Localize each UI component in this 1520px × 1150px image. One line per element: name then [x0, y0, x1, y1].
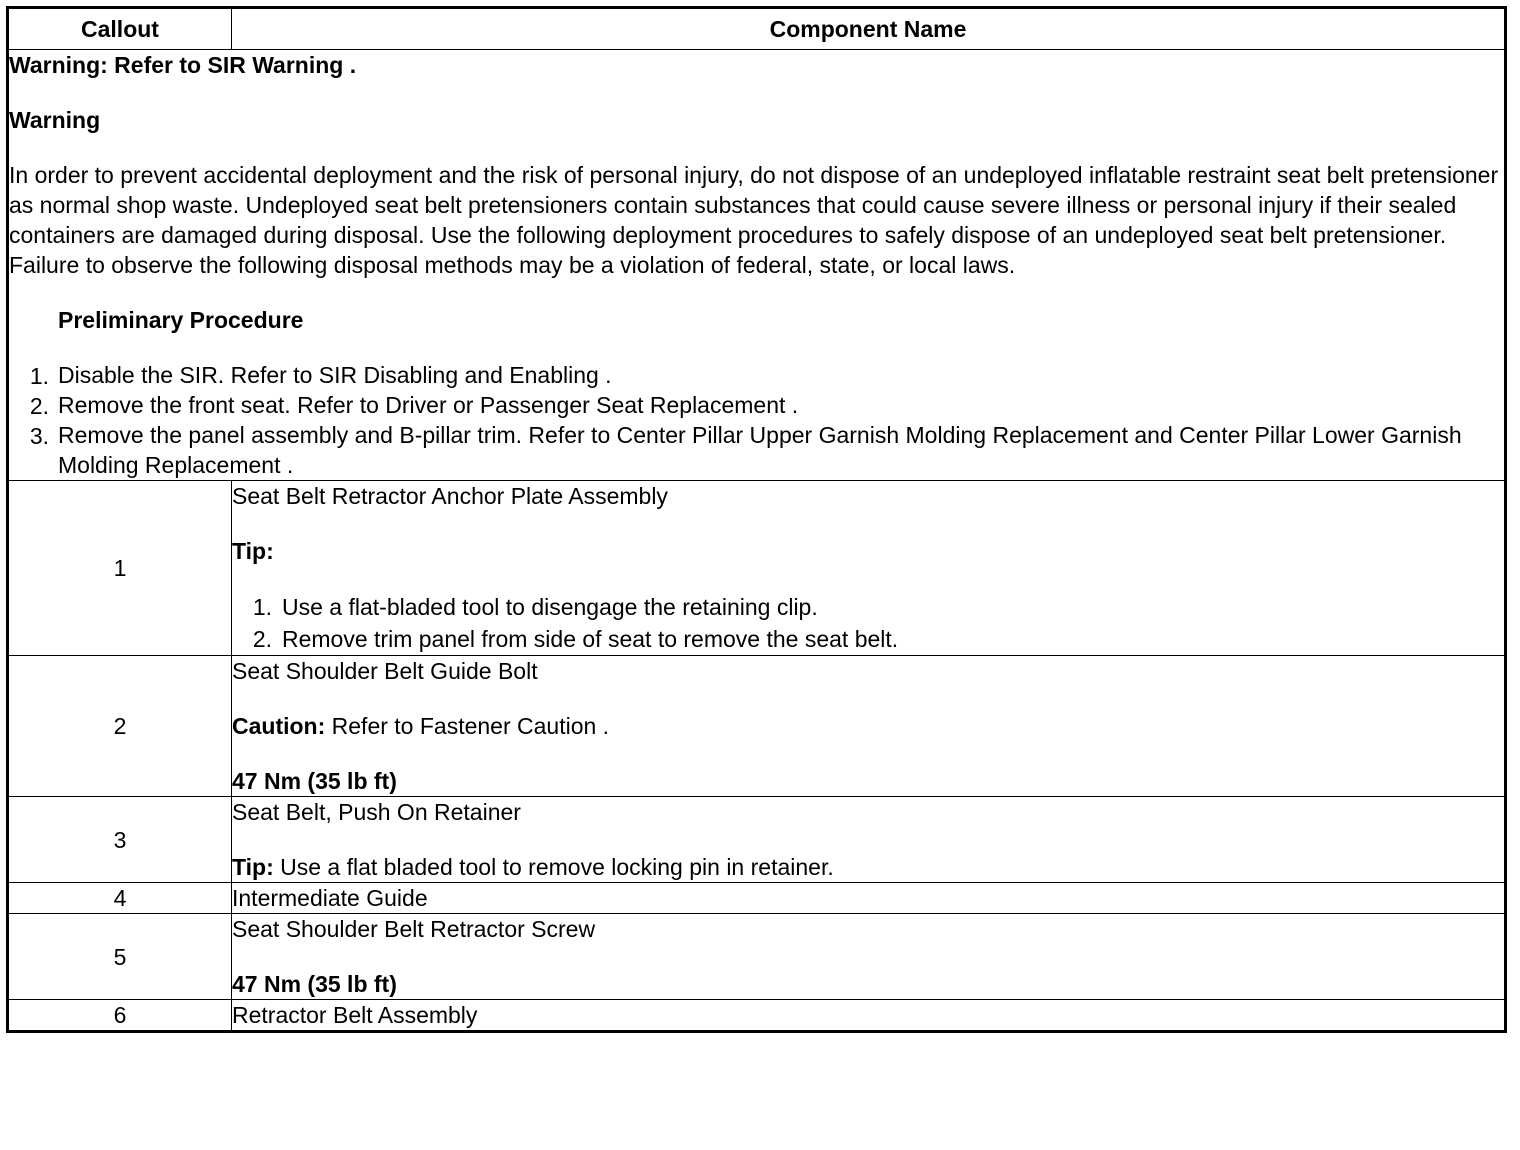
caution-text: Refer to Fastener Caution .	[325, 713, 610, 739]
component-cell	[232, 914, 1506, 1000]
list-item	[232, 623, 1504, 655]
component-name: Seat Shoulder Belt Retractor Screw	[232, 916, 596, 942]
tip-text: Use a flat bladed tool to remove locking pin in retainer.	[273, 854, 834, 880]
callout-number: 4	[8, 883, 232, 914]
callout-table	[6, 6, 1507, 1033]
component-name-column-header: Component Name	[232, 8, 1506, 50]
component-cell	[232, 797, 1506, 883]
component-name: Seat Belt Retractor Anchor Plate Assembly	[232, 483, 668, 509]
table-row	[8, 797, 1506, 883]
component-name: Intermediate Guide	[232, 885, 428, 911]
table-row	[8, 883, 1506, 914]
preliminary-procedure-title: Preliminary Procedure	[58, 307, 304, 333]
caution-label: Caution:	[232, 713, 326, 739]
tip-label: Tip:	[232, 854, 274, 880]
component-cell	[232, 1000, 1506, 1032]
tip-step-text: Remove trim panel from side of seat to remove the seat belt.	[282, 626, 899, 652]
tip-step-number: 1.	[252, 594, 272, 620]
step-number: 2.	[29, 393, 49, 419]
torque-spec: 47 Nm (35 lb ft)	[232, 768, 397, 794]
warning-body: In order to prevent accidental deployment and the risk of personal injury, do not dispose of an undeployed inflatable restraint seat belt pretensioner as normal shop waste. Undeployed seat belt pretensioners contain substances that could cause severe illness or personal injury if their sealed containers are damaged during disposal. Use the following deployment procedures to safely dispose of an undeployed seat belt pretensioner. Failure to observe the following disposal methods may be a violation of federal, state, or local laws.	[9, 162, 1499, 278]
table-row	[8, 1000, 1506, 1032]
step-number: 1.	[29, 363, 49, 389]
tip-step-number: 2.	[252, 626, 272, 652]
component-name: Seat Belt, Push On Retainer	[232, 799, 521, 825]
callout-column-header: Callout	[8, 8, 232, 50]
header-row	[8, 8, 1506, 50]
warning-cell	[8, 50, 1506, 481]
list-item	[9, 390, 1504, 420]
sir-warning-reference: Warning: Refer to SIR Warning .	[9, 52, 357, 78]
torque-spec: 47 Nm (35 lb ft)	[232, 971, 397, 997]
component-name: Retractor Belt Assembly	[232, 1002, 478, 1028]
step-number: 3.	[29, 423, 49, 449]
step-text: Remove the panel assembly and B-pillar trim. Refer to Center Pillar Upper Garnish Molding Replacement and Center Pillar Lower Garnish Molding Replacement .	[58, 422, 1462, 478]
tip-line	[232, 852, 1504, 882]
callout-number: 2	[8, 656, 232, 797]
tip-step-text: Use a flat-bladed tool to disengage the retaining clip.	[282, 594, 818, 620]
callout-number: 5	[8, 914, 232, 1000]
component-cell	[232, 481, 1506, 656]
callout-number: 6	[8, 1000, 232, 1032]
tip-label: Tip:	[232, 538, 274, 564]
step-text: Remove the front seat. Refer to Driver or Passenger Seat Replacement .	[58, 392, 799, 418]
table-row	[8, 656, 1506, 797]
caution-line	[232, 711, 1504, 741]
table-row	[8, 914, 1506, 1000]
component-name: Seat Shoulder Belt Guide Bolt	[232, 658, 538, 684]
warning-row	[8, 50, 1506, 481]
preliminary-steps-list	[9, 360, 1504, 480]
step-text: Disable the SIR. Refer to SIR Disabling and Enabling .	[58, 362, 612, 388]
table-row	[8, 481, 1506, 656]
component-cell	[232, 883, 1506, 914]
component-cell	[232, 656, 1506, 797]
warning-title: Warning	[9, 107, 101, 133]
list-item	[9, 360, 1504, 390]
list-item	[9, 420, 1504, 480]
callout-number: 1	[8, 481, 232, 656]
list-item	[232, 591, 1504, 623]
tip-steps-list	[232, 591, 1504, 655]
callout-number: 3	[8, 797, 232, 883]
